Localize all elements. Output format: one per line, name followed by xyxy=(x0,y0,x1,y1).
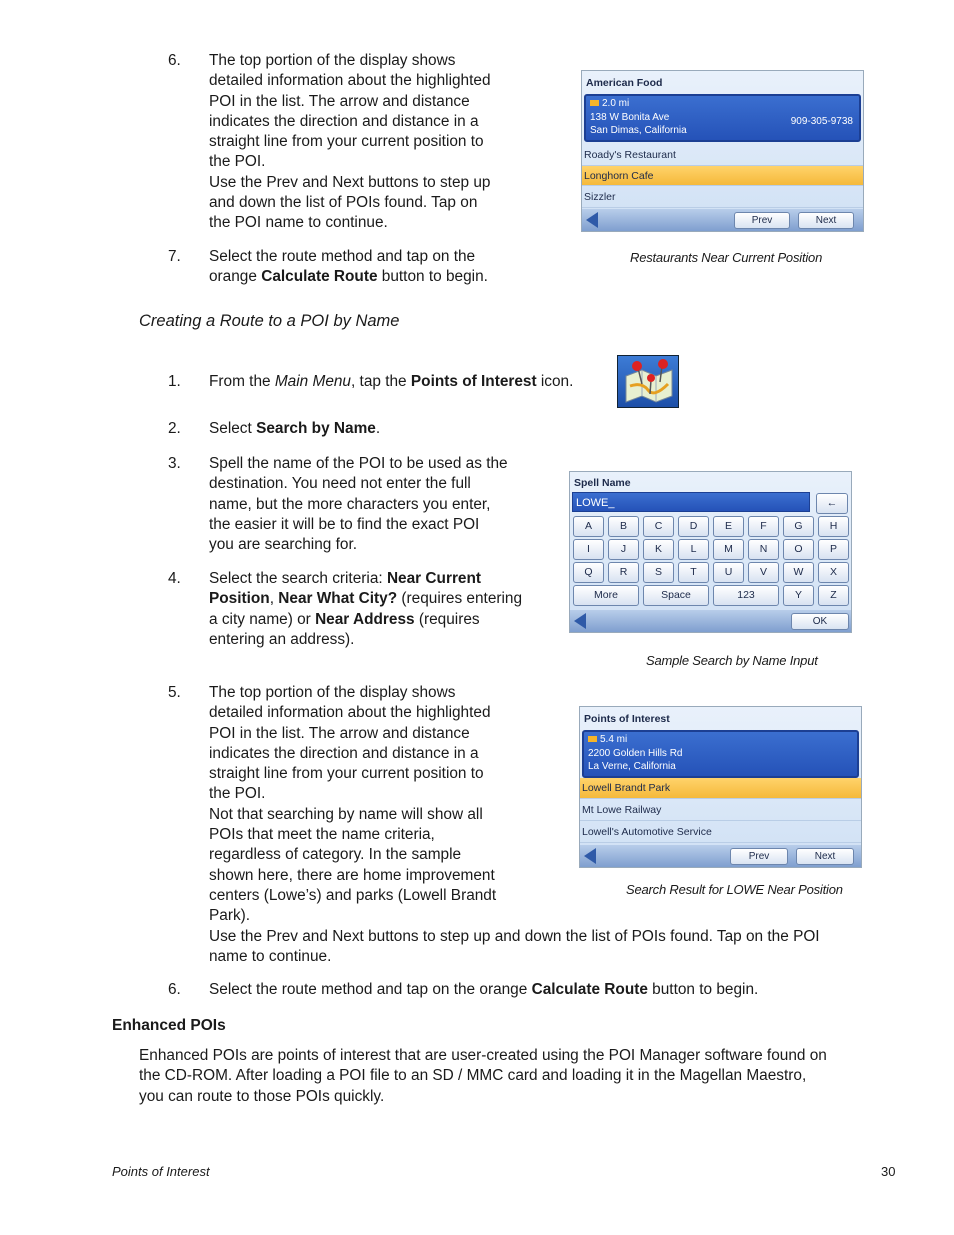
screen-title: Points of Interest xyxy=(584,713,670,725)
prev-button[interactable]: Prev xyxy=(730,848,788,865)
backspace-button[interactable]: ← xyxy=(816,493,848,514)
enhanced-paragraph xyxy=(139,1046,827,1107)
distance-text: 2.0 mi xyxy=(602,98,630,109)
line: indicates the direction and distance in a xyxy=(209,112,479,130)
step-3-text xyxy=(209,454,508,555)
line: detailed information about the highlighted xyxy=(209,704,491,722)
text: Select the route method and tap on the orange xyxy=(209,981,532,998)
section-heading: Enhanced POIs xyxy=(112,1017,226,1034)
key-button[interactable]: B xyxy=(608,516,639,537)
back-arrow-icon[interactable] xyxy=(586,212,598,228)
key-button[interactable]: M xyxy=(713,539,744,560)
list-item-selected[interactable]: Longhorn Cafe xyxy=(582,166,863,186)
space-button[interactable]: Space xyxy=(643,585,709,606)
bold-text: Near Address xyxy=(315,610,415,628)
line: straight line from your current position to xyxy=(209,765,484,783)
key-button[interactable]: E xyxy=(713,516,744,537)
line: Park). xyxy=(209,907,251,925)
address-line: 2200 Golden Hills Rd xyxy=(588,748,683,759)
direction-arrow-icon xyxy=(588,736,597,742)
line: the CD-ROM. After loading a POI file to an SD / MMC card and loading it in the Magellan Maestro, xyxy=(139,1067,807,1085)
key-button[interactable]: G xyxy=(783,516,814,537)
distance xyxy=(590,98,629,109)
bold-text: Search by Name xyxy=(256,420,376,437)
poi-info-box xyxy=(584,94,861,142)
line: shown here, there are home improvement xyxy=(209,866,495,884)
key-button[interactable]: D xyxy=(678,516,709,537)
text: orange xyxy=(209,268,262,286)
line xyxy=(209,267,488,287)
line: destination. You need not enter the full xyxy=(209,475,471,493)
line: straight line from your current position to xyxy=(209,133,484,151)
phone: 909-305-9738 xyxy=(790,116,853,127)
line: Spell the name of the POI to be used as the xyxy=(209,455,508,472)
key-button[interactable]: F xyxy=(748,516,779,537)
ok-button[interactable]: OK xyxy=(791,613,849,630)
text: button to begin. xyxy=(647,981,759,998)
text: , xyxy=(269,590,279,608)
text: icon. xyxy=(536,373,574,390)
key-button[interactable]: C xyxy=(643,516,674,537)
line: Select the route method and tap on the xyxy=(209,248,476,265)
key-button[interactable]: O xyxy=(783,539,814,560)
line xyxy=(209,610,522,630)
distance-text: 5.4 mi xyxy=(600,734,628,745)
text: button to begin. xyxy=(377,268,488,286)
distance xyxy=(588,734,627,745)
name-input[interactable]: LOWE_ xyxy=(572,492,810,512)
address-line: La Verne, California xyxy=(588,761,676,772)
line: Use the Prev and Next buttons to step up and down the list of POIs found. Tap on the POI xyxy=(209,927,820,945)
step-number: 3. xyxy=(168,455,181,472)
line: POI in the list. The arrow and distance xyxy=(209,92,470,110)
key-button[interactable]: V xyxy=(748,562,779,583)
bold-text: Calculate Route xyxy=(531,981,648,998)
step-2-text xyxy=(209,419,380,439)
next-button[interactable]: Next xyxy=(796,848,854,865)
text: Select xyxy=(209,420,257,437)
key-button[interactable]: Y xyxy=(783,585,814,606)
next-button[interactable]: Next xyxy=(798,212,854,229)
footer-section-name: Points of Interest xyxy=(112,1164,210,1179)
figure-caption: Sample Search by Name Input xyxy=(646,653,818,668)
screen-title: Spell Name xyxy=(574,477,631,489)
figure-caption: Restaurants Near Current Position xyxy=(630,250,823,265)
numbers-button[interactable]: 123 xyxy=(713,585,779,606)
key-button[interactable]: I xyxy=(573,539,604,560)
screen-title: American Food xyxy=(586,77,663,89)
bold-text: Calculate Route xyxy=(261,268,378,286)
more-button[interactable]: More xyxy=(573,585,639,606)
line: the easier it will be to find the exact POI xyxy=(209,515,480,533)
direction-arrow-icon xyxy=(590,100,599,106)
key-button[interactable]: X xyxy=(818,562,849,583)
key-button[interactable]: K xyxy=(643,539,674,560)
key-button[interactable]: A xyxy=(573,516,604,537)
line: POI in the list. The arrow and distance xyxy=(209,724,470,742)
line: Not that searching by name will show all xyxy=(209,805,483,823)
line: Enhanced POIs are points of interest that are user-created using the POI Manager software found on xyxy=(139,1047,827,1064)
step-6b-text xyxy=(209,980,758,1000)
key-button[interactable]: H xyxy=(818,516,849,537)
bottom-bar xyxy=(570,610,851,632)
line: Use the Prev and Next buttons to step up xyxy=(209,173,491,191)
text: , tap the xyxy=(351,373,411,390)
text: . xyxy=(375,420,381,437)
text: (requires entering xyxy=(397,590,523,608)
key-button[interactable]: S xyxy=(643,562,674,583)
line: indicates the direction and distance in a xyxy=(209,744,479,762)
step-number: 4. xyxy=(168,570,181,587)
back-arrow-icon[interactable] xyxy=(584,848,596,864)
bold-text: Points of Interest xyxy=(410,373,537,390)
bold-text: Position xyxy=(209,590,270,608)
list-item[interactable]: Roady's Restaurant xyxy=(582,144,863,166)
line: The top portion of the display shows xyxy=(209,52,456,69)
step-number: 5. xyxy=(168,684,181,701)
italic-text: Main Menu xyxy=(274,373,351,390)
figure-caption: Search Result for LOWE Near Position xyxy=(626,882,843,897)
step-6-text xyxy=(209,51,491,234)
key-button[interactable]: W xyxy=(783,562,814,583)
line: entering an address). xyxy=(209,630,355,648)
back-arrow-icon[interactable] xyxy=(574,613,586,629)
line: name, but the more characters you enter, xyxy=(209,495,491,513)
key-button[interactable]: Z xyxy=(818,585,849,606)
line: and down the list of POIs found. Tap on xyxy=(209,194,478,212)
line xyxy=(209,589,522,609)
bottom-bar xyxy=(580,845,861,867)
subsection-heading: Creating a Route to a POI by Name xyxy=(139,312,400,330)
key-button[interactable]: T xyxy=(678,562,709,583)
line: the POI. xyxy=(209,153,266,171)
step-number: 2. xyxy=(168,420,181,437)
line: detailed information about the highlighted xyxy=(209,72,491,90)
list-item[interactable]: Lowell's Automotive Service xyxy=(580,821,861,843)
step-number: 1. xyxy=(168,373,181,390)
line xyxy=(209,569,522,589)
list-item[interactable]: Sizzler xyxy=(582,186,863,208)
bottom-bar xyxy=(582,209,863,231)
list-item-selected[interactable]: Lowell Brandt Park xyxy=(580,778,861,799)
step-number: 6. xyxy=(168,981,181,998)
address-line: San Dimas, California xyxy=(590,125,687,136)
prev-button[interactable]: Prev xyxy=(734,212,790,229)
bold-text: Near Current xyxy=(386,570,482,587)
text: (requires xyxy=(414,610,480,628)
line: POIs that meet the name criteria, xyxy=(209,826,435,844)
key-button[interactable]: P xyxy=(818,539,849,560)
screenshot-restaurants xyxy=(581,70,864,232)
step-number: 6. xyxy=(168,52,181,69)
key-button[interactable]: Q xyxy=(573,562,604,583)
key-button[interactable]: N xyxy=(748,539,779,560)
line: the POI. xyxy=(209,785,266,803)
line: The top portion of the display shows xyxy=(209,684,456,701)
key-button[interactable]: J xyxy=(608,539,639,560)
text: From the xyxy=(209,373,275,390)
line: you can route to those POIs quickly. xyxy=(139,1087,385,1105)
line: regardless of category. In the sample xyxy=(209,846,462,864)
screenshot-spell-name xyxy=(569,471,852,633)
step-4-text xyxy=(209,569,522,650)
text: Select the search criteria: xyxy=(209,570,387,587)
step-1-text xyxy=(209,372,573,392)
list-item[interactable]: Mt Lowe Railway xyxy=(580,799,861,821)
text: a city name) or xyxy=(209,610,316,628)
step-7-text xyxy=(209,247,488,288)
key-button[interactable]: R xyxy=(608,562,639,583)
step-number: 7. xyxy=(168,248,181,265)
points-of-interest-icon xyxy=(617,355,679,408)
line: the POI name to continue. xyxy=(209,214,388,232)
line: you are searching for. xyxy=(209,536,358,554)
screenshot-search-result xyxy=(579,706,862,868)
page-number: 30 xyxy=(881,1164,896,1179)
line: centers (Lowe’s) and parks (Lowell Brandt xyxy=(209,886,497,904)
poi-info-box xyxy=(582,730,859,778)
bold-text: Near What City? xyxy=(278,590,398,608)
key-button[interactable]: L xyxy=(678,539,709,560)
line: name to continue. xyxy=(209,947,332,965)
address-line: 138 W Bonita Ave xyxy=(590,112,670,123)
key-button[interactable]: U xyxy=(713,562,744,583)
